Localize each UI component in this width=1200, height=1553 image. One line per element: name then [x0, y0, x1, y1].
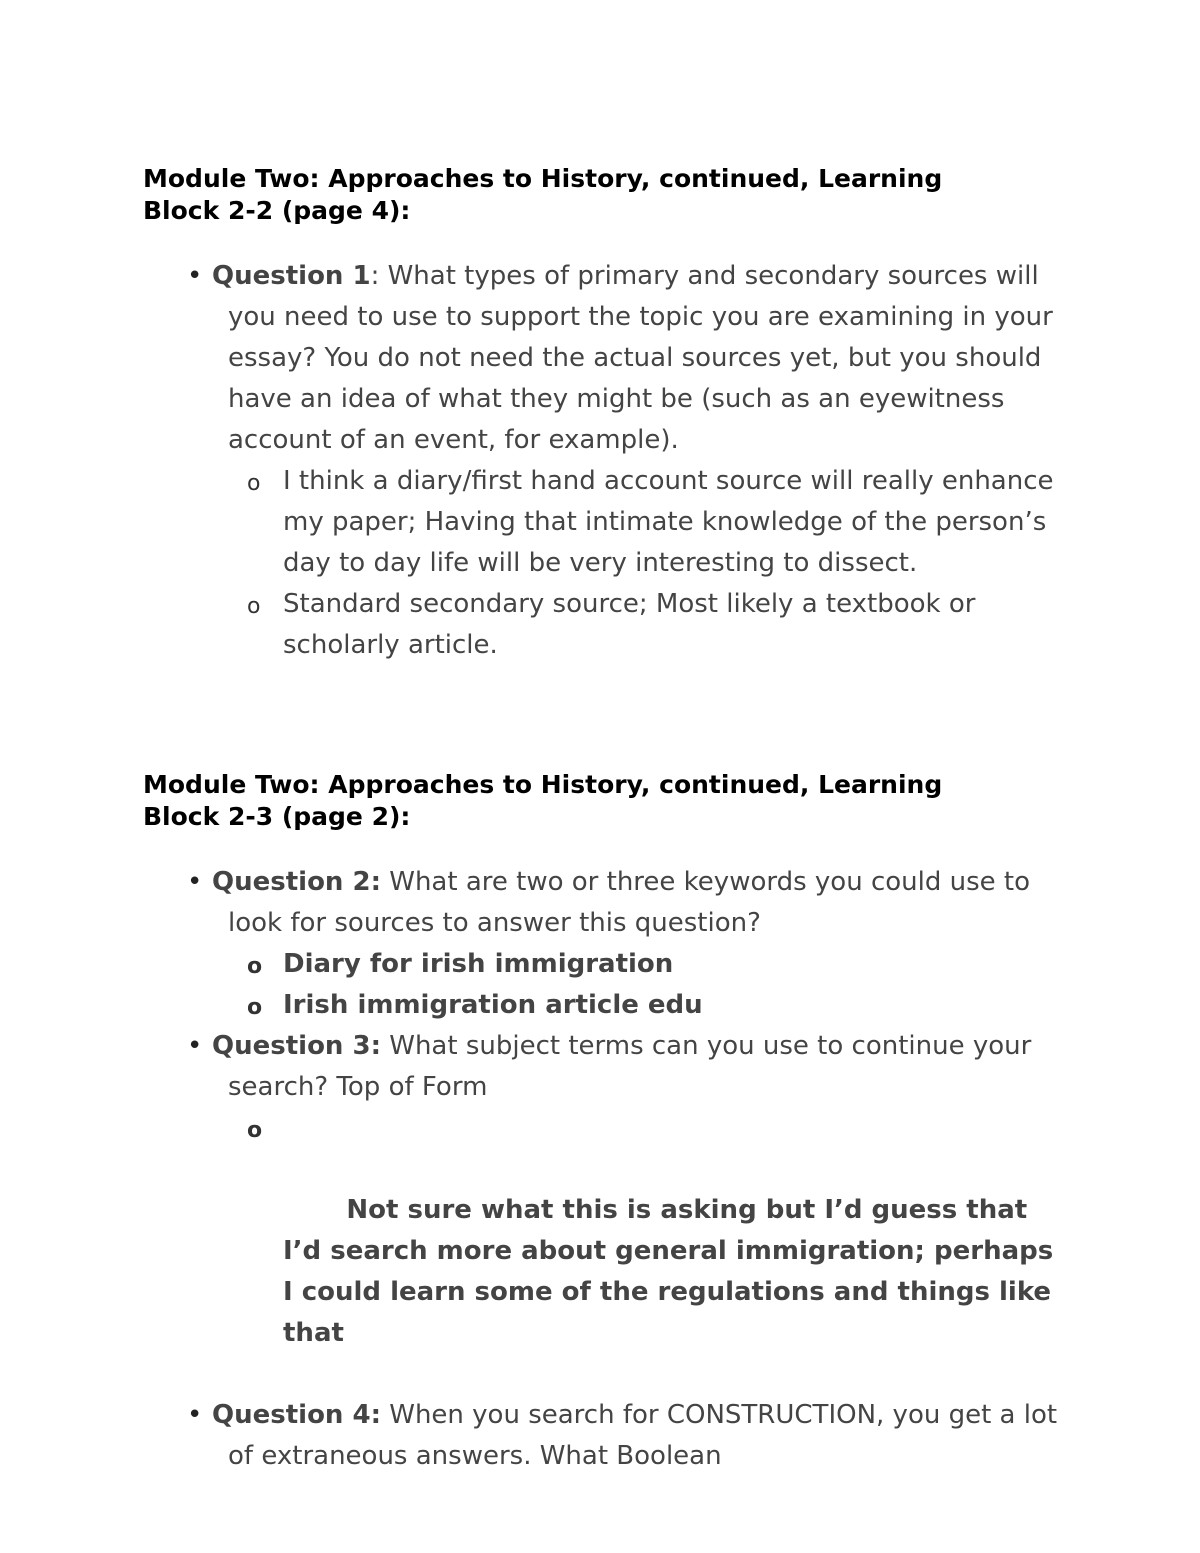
heading-line: Module Two: Approaches to History, continued, Learning	[143, 770, 943, 799]
bullet: •	[187, 1400, 203, 1430]
question-body: : What types of primary and secondary sources will you need to use to support the topic you are examining in your essay? You do not need the actual sources yet, but you should have an idea of what they might be (such as an eyewitness account of an event, for example).	[228, 261, 1053, 455]
sub-bullet: o	[247, 1118, 263, 1143]
heading-line: Block 2-2 (page 4):	[143, 196, 411, 225]
question-2-text	[187, 862, 1067, 944]
bullet: •	[187, 1031, 203, 1061]
question-label: Question 4:	[212, 1400, 381, 1430]
answer-text: Diary for irish immigration	[283, 949, 674, 979]
bullet: •	[187, 261, 203, 291]
question-3-text	[187, 1026, 1067, 1108]
question-body: When you search for CONSTRUCTION, you get a lot of extraneous answers. What Boolean	[228, 1400, 1058, 1471]
sub-bullet: o	[247, 594, 261, 619]
answer-text: Not sure what this is asking but I’d guess that I’d search more about general immigration; perhaps I could learn some of the regulations and things like that	[283, 1195, 1063, 1348]
question-body: What are two or three keywords you could use to look for sources to answer this question?	[228, 867, 1031, 938]
bullet: •	[187, 867, 203, 897]
question-1	[187, 256, 1067, 666]
answer-item	[187, 944, 1067, 985]
section-heading-block-2-2	[143, 163, 1043, 227]
question-label: Question 2:	[212, 867, 381, 897]
heading-line: Module Two: Approaches to History, continued, Learning	[143, 164, 943, 193]
question-1-text	[187, 256, 1067, 461]
answer-text: Irish immigration article edu	[283, 990, 703, 1020]
answer-item	[187, 461, 1067, 584]
section-heading-block-2-3	[143, 769, 1043, 833]
question-4-text	[187, 1395, 1067, 1477]
question-label: Question 1	[212, 261, 371, 291]
answer-item	[187, 1108, 1067, 1395]
question-label: Question 3:	[212, 1031, 381, 1061]
sub-bullet: o	[247, 995, 263, 1020]
questions-block-2-3	[187, 862, 1067, 1477]
answer-item	[187, 584, 1067, 666]
question-body: What subject terms can you use to continue your search? Top of Form	[228, 1031, 1032, 1102]
sub-bullet: o	[247, 954, 263, 979]
answer-text: Standard secondary source; Most likely a textbook or scholarly article.	[283, 589, 976, 660]
heading-line: Block 2-3 (page 2):	[143, 802, 411, 831]
answer-item	[187, 985, 1067, 1026]
answer-text: I think a diary/first hand account source will really enhance my paper; Having that intimate knowledge of the person’s day to day life will be very interesting to dissect.	[283, 466, 1054, 578]
sub-bullet: o	[247, 471, 261, 496]
